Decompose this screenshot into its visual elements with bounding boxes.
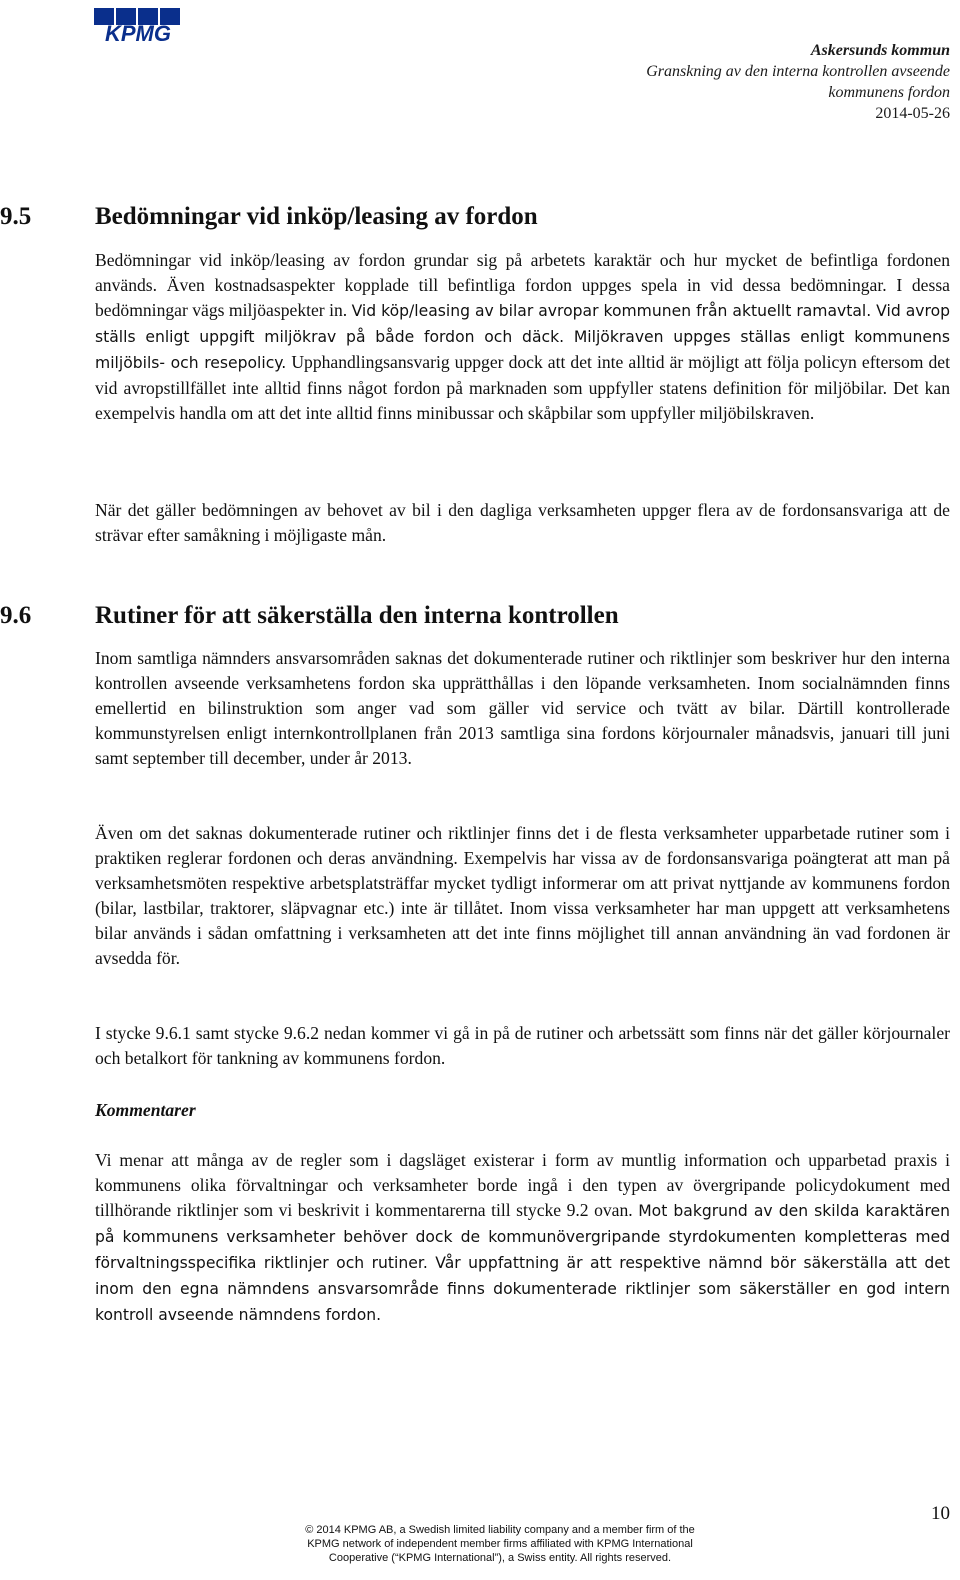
- paragraph-text: När det gäller bedömningen av behovet av bil i den dagliga verksamheten uppger flera av de fordonsansvariga att de strävar efter samåkning i möjligaste mån.: [95, 500, 950, 545]
- paragraph-text: Vid köp/leasing av bilar avropar kommunen från aktuellt ramavtal. Vid avrop ställs enligt uppgift miljökrav på både fordon och däck. Miljökraven uppges ställas enligt kommunens miljöbils- och resepolicy.: [95, 302, 951, 372]
- footer-line: KPMG network of independent member firms affiliated with KPMG International: [307, 1538, 693, 1550]
- footer-line: © 2014 KPMG AB, a Swedish limited liability company and a member firm of the: [305, 1524, 695, 1536]
- paragraph-text: Upphandlingsansvarig uppger dock att det inte alltid är möjligt att följa policyn eftersom det vid avropstillfället inte alltid finns något fordon på marknaden som uppfyller statens definition för miljöbilar. Det kan exempelvis handla om att det inte alltid finns minibussar och skåpbilar som uppfyller miljöbilskraven.: [95, 352, 950, 423]
- paragraph-text: Bedömningar vid inköp/leasing av fordon grundar sig på arbetets karaktär och hur mycket de befintliga fordonen används. Även kostnadsaspekter kopplade till befintliga fordon uppges spela in vid dessa bedömningar. I dessa bedömningar vägs miljöaspekter in.: [95, 250, 950, 320]
- logo-text: KPMG: [105, 21, 171, 46]
- comments-paragraph: [95, 1148, 950, 1328]
- paragraph-text: Vi menar att många av de regler som i dagsläget existerar i form av muntlig information och upparbetad praxis i kommunens olika förvaltningar och verksamheter borde ingå i den typen av övergripande policydokument med tillhörande riktlinjer som vi beskrivit i kommentarerna till stycke 9.2 ovan.: [95, 1150, 950, 1220]
- kpmg-logo: [92, 6, 184, 46]
- paragraph-text: Mot bakgrund av den skilda karaktären på kommunens verksamheter behöver dock de kommunövergripande styrdokumenten kompletteras med förvaltningsspecifika riktlinjer och rutiner. Vår uppfattning är att respektive nämnd bör säkerställa att det inom den egna nämndens ansvarsområde finns dokumenterade riktlinjer som säkerställer en god intern kontroll avseende nämndens fordon.: [95, 1202, 950, 1324]
- footer-line: Cooperative (“KPMG International”), a Swiss entity. All rights reserved.: [328, 1552, 672, 1564]
- paragraph-text: Även om det saknas dokumenterade rutiner och riktlinjer finns det i de flesta verksamheter upparbetade rutiner som i praktiken reglerar fordonen och deras användning. Exempelvis har vissa av de fordonsansvariga poängterat att man på verksamhetsmöten respektive arbetsplatsträffar mycket tydligt informerar om att privat nyttjande av kommunens fordon (bilar, lastbilar, traktorer, släpvagnar etc.) inte är tillåtet. Inom vissa verksamheter har man uppgett att verksamhetens bilar används i sådan omfattning i verksamheten att det inte finns möjlighet till annan användning än vad fordonen är avsedda för.: [95, 823, 950, 968]
- section-number: 9.6: [0, 602, 32, 629]
- organization-name: Askersunds kommun: [810, 42, 950, 59]
- section-title: Rutiner för att säkerställa den interna kontrollen: [95, 602, 619, 629]
- section-9-5-paragraph-2: [95, 498, 950, 548]
- section-9-6-paragraph-1: [95, 646, 950, 771]
- report-title-line1: Granskning av den interna kontrollen avseende: [646, 63, 950, 80]
- section-title: Bedömningar vid inköp/leasing av fordon: [95, 203, 538, 230]
- paragraph-text: Inom samtliga nämnders ansvarsområden saknas det dokumenterade rutiner och riktlinjer som beskriver hur den interna kontrollen avseende verksamhetens fordon ska upprätthållas i den löpande verksamheten. Inom socialnämnden finns emellertid en bilinstruktion som anger vad som gäller vid service och tvätt av bilar. Därtill kontrollerade kommunstyrelsen enligt internkontrollplanen från 2013 samtliga sina fordons körjournaler månadsvis, januari till juni samt september till december, under år 2013.: [95, 648, 950, 768]
- paragraph-text: I stycke 9.6.1 samt stycke 9.6.2 nedan kommer vi gå in på de rutiner och arbetssätt som finns när det gäller körjournaler och betalkort för tankning av kommunens fordon.: [95, 1023, 950, 1068]
- section-9-5-paragraph-1: [95, 248, 950, 426]
- section-number: 9.5: [0, 203, 32, 230]
- section-9-6-paragraph-3: [95, 1021, 950, 1071]
- report-title-line2: kommunens fordon: [828, 84, 950, 101]
- document-header: [646, 40, 950, 124]
- page-number: 10: [931, 1503, 950, 1524]
- report-date: 2014-05-26: [875, 105, 950, 122]
- comments-heading: Kommentarer: [95, 1100, 196, 1120]
- copyright-footer: [240, 1523, 760, 1565]
- section-9-6-paragraph-2: [95, 821, 950, 971]
